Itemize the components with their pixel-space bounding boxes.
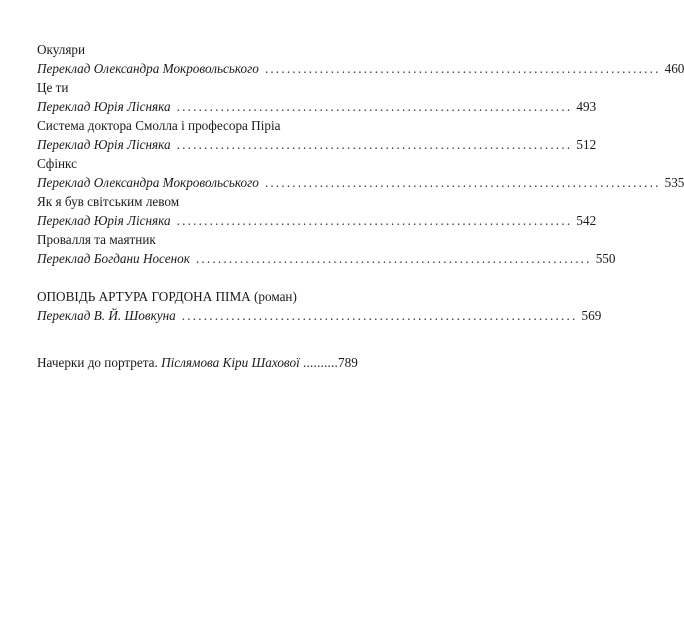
novel-page-number: 569 [581, 308, 602, 323]
dot-leader: ........................................................................ [176, 213, 573, 228]
toc-entry[interactable] [37, 230, 616, 268]
entry-translator: Переклад Юрія Лісняка [37, 137, 171, 152]
dot-leader: ........................................................................ [264, 175, 661, 190]
entry-row [37, 135, 597, 154]
entry-title: Це ти [37, 80, 69, 95]
entry-title: Провалля та маятник [37, 232, 156, 247]
entry-page-number: 493 [576, 99, 597, 114]
toc-entry[interactable] [37, 154, 684, 192]
entry-page-number: 460 [664, 61, 684, 76]
dot-leader: ........................................................................ [181, 308, 578, 323]
dot-leader: .......... [303, 355, 339, 370]
entry-translator: Переклад Олександра Мокровольського [37, 175, 259, 190]
toc-entry[interactable] [37, 78, 597, 116]
toc-entry[interactable] [37, 192, 597, 230]
novel-title: ОПОВІДЬ АРТУРА ГОРДОНА ПІМА (роман) [37, 289, 297, 304]
dot-leader: ........................................................................ [264, 61, 661, 76]
entry-title: Сфінкс [37, 156, 77, 171]
entry-row [37, 173, 684, 192]
dot-leader: ........................................................................ [195, 251, 592, 266]
entry-row [37, 306, 602, 325]
entry-translator: Переклад Юрія Лісняка [37, 99, 171, 114]
entry-row [37, 97, 597, 116]
afterword-author: Післямова Кіри Шахової [161, 355, 300, 370]
section-spacer [37, 325, 352, 353]
dot-leader: ........................................................................ [176, 99, 573, 114]
entry-translator: Переклад Богдани Носенок [37, 251, 190, 266]
toc-entry-novel[interactable] [37, 287, 602, 325]
entry-page-number: 512 [576, 137, 597, 152]
entry-title: Система доктора Смолла і професора Піріа [37, 118, 281, 133]
entry-row [37, 211, 597, 230]
entry-title: Як я був світським левом [37, 194, 180, 209]
entry-translator: Переклад Олександра Мокровольського [37, 61, 259, 76]
entry-row [37, 249, 616, 268]
entry-translator: Переклад Юрія Лісняка [37, 213, 171, 228]
toc-entry[interactable] [37, 116, 597, 154]
entry-page-number: 550 [595, 251, 616, 266]
entry-title: Окуляри [37, 42, 86, 57]
afterword-title: Начерки до портрета. [37, 355, 158, 370]
entry-page-number: 542 [576, 213, 597, 228]
toc-entry[interactable] [37, 40, 684, 78]
toc-entry-afterword[interactable] [37, 353, 358, 372]
table-of-contents [37, 40, 684, 372]
novel-translator: Переклад В. Й. Шовкуна [37, 308, 176, 323]
afterword-page-number: 789 [338, 355, 358, 370]
entry-page-number: 535 [664, 175, 684, 190]
section-spacer [37, 268, 352, 287]
dot-leader: ........................................................................ [176, 137, 573, 152]
entry-row [37, 59, 684, 78]
